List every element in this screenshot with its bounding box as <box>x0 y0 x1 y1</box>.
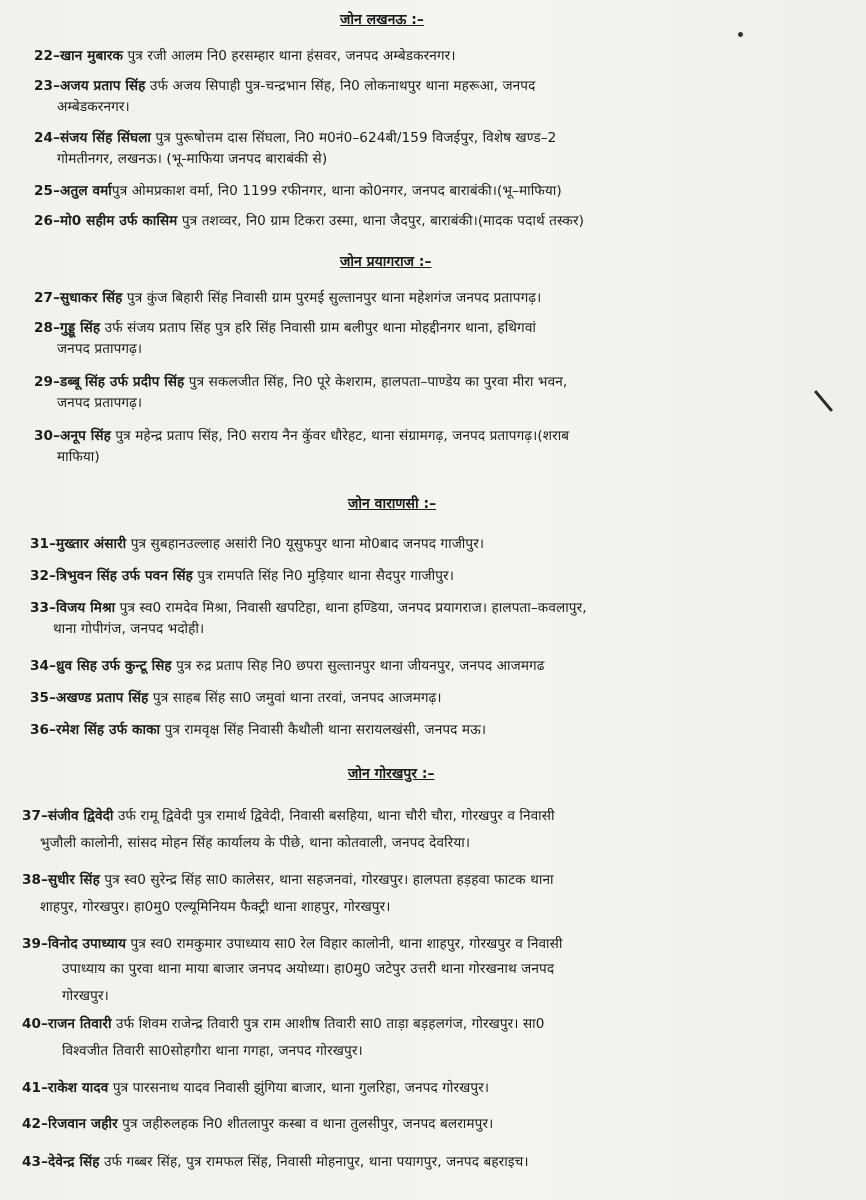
section-heading: जोन वाराणसी :– <box>348 496 437 512</box>
entry-detail: पुत्र स्व0 सुरेन्द्र सिंह सा0 कालेसर, थाना सहजनवां, गोरखपुर। हालपता हड़हवा फाटक थाना <box>104 872 554 888</box>
entry-detail: उपाध्याय का पुरवा थाना माया बाजार जनपद अयोध्या। हा0मु0 जटेपुर उत्तरी थाना गोरखनाथ जनपद <box>62 961 555 977</box>
entry-detail: पुत्र सुबहानउल्लाह असांरी नि0 यूसुफपुर थाना मो0बाद जनपद गाजीपुर। <box>130 536 485 552</box>
section-heading: जोन प्रयागराज :– <box>340 254 432 270</box>
entry-26 <box>34 211 584 232</box>
entry-34 <box>30 656 545 677</box>
section-heading: जोन लखनऊ :– <box>340 12 424 28</box>
entry-number: 25– <box>34 183 61 199</box>
entry-number: 42– <box>22 1116 49 1132</box>
entry-name: मो0 सहीम उर्फ कासिम <box>60 213 178 229</box>
entry-detail: पुत्र पारसनाथ यादव निवासी झुंगिया बाजार, थाना गुलरिहा, जनपद गोरखपुर। <box>112 1080 490 1096</box>
entry-number: 38– <box>22 872 49 888</box>
entry-number: 40– <box>22 1016 49 1032</box>
entry-name: राजन तिवारी <box>48 1016 112 1032</box>
entry-25 <box>34 181 562 202</box>
entry-detail: पुत्र ओमप्रकाश वर्मा, नि0 1199 रफीनगर, थाना को0नगर, जनपद बाराबंकी।(भू–माफिया) <box>111 183 562 199</box>
entry-detail: जनपद प्रतापगढ़। <box>57 395 143 411</box>
entry-number: 26– <box>34 213 61 229</box>
entry-name: देवेन्द्र सिंह <box>48 1154 100 1170</box>
entry-name: राकेश यादव <box>48 1080 109 1096</box>
entry-number: 37– <box>22 808 49 824</box>
entry-detail: पुत्र तशव्वर, नि0 ग्राम टिकरा उस्मा, थाना जैदपुर, बाराबंकी।(मादक पदार्थ तस्कर) <box>181 213 585 229</box>
entry-31 <box>30 534 484 555</box>
entry-detail: पुत्र कुंज बिहारी सिंह निवासी ग्राम पुरमई सुल्तानपुर थाना महेशगंज जनपद प्रतापगढ़। <box>126 290 542 306</box>
entry-24 <box>34 128 556 170</box>
entry-name: मुख्तार अंसारी <box>56 536 127 552</box>
entry-detail: पुत्र साहब सिंह सा0 जमुवां थाना तरवां, जनपद आजमगढ़। <box>152 690 442 706</box>
entry-detail: उर्फ गब्बर सिंह, पुत्र रामफल सिंह, निवासी मोहनापुर, थाना पयागपुर, जनपद बहराइच। <box>104 1154 529 1170</box>
entry-39 <box>22 934 562 1007</box>
entry-number: 33– <box>30 600 57 616</box>
entry-name: संजीव द्विवेदी <box>48 808 114 824</box>
entry-name: रमेश सिंह उर्फ काका <box>56 722 161 738</box>
entry-name: सुधीर सिंह <box>48 872 100 888</box>
entry-detail: पुत्र महेन्द्र प्रताप सिंह, नि0 सराय नैन कुॅवर धौरेहट, थाना संग्रामगढ़, जनपद प्रतापगढ़।(शराब <box>115 428 570 444</box>
entry-name: गुड्डू सिंह <box>60 320 101 336</box>
entry-38 <box>22 870 554 918</box>
entry-name: त्रिभुवन सिंह उर्फ पवन सिंह <box>56 568 193 584</box>
entry-40 <box>22 1014 545 1062</box>
entry-detail: पुत्र स्व0 रामकुमार उपाध्याय सा0 रेल विहार कालोनी, थाना शाहपुर, गोरखपुर व निवासी <box>130 936 563 952</box>
entry-23 <box>34 76 535 118</box>
entry-33 <box>30 598 587 640</box>
entry-number: 35– <box>30 690 57 706</box>
entry-name: विजय मिश्रा <box>56 600 116 616</box>
entry-number: 34– <box>30 658 57 674</box>
pen-mark <box>814 390 833 412</box>
entry-detail: पुत्र जहीरुलहक नि0 शीतलापुर कस्बा व थाना तुलसीपुर, जनपद बलरामपुर। <box>122 1116 494 1132</box>
entry-28 <box>34 318 536 360</box>
entry-name: विनोद उपाध्याय <box>48 936 127 952</box>
entry-name: सुधाकर सिंह <box>60 290 123 306</box>
entry-detail: उर्फ संजय प्रताप सिंह पुत्र हरि सिंह निवासी ग्राम बलीपुर थाना मोहद्दीनगर थाना, हथिगवां <box>104 320 536 336</box>
entry-detail: विश्वजीत तिवारी सा0सोहगौरा थाना गगहा, जनपद गोरखपुर। <box>62 1043 363 1059</box>
entry-27 <box>34 288 541 309</box>
entry-detail: उर्फ रामू द्विवेदी पुत्र रामार्थ द्विवेदी, निवासी बसहिया, थाना चौरी चौरा, गोरखपुर व निवासी <box>117 808 555 824</box>
entry-detail: पुत्र रामवृक्ष सिंह निवासी कैथौली थाना सरायलखंसी, जनपद मऊ। <box>164 722 487 738</box>
entry-41 <box>22 1078 489 1099</box>
entry-name: अनूप सिंह <box>60 428 111 444</box>
entry-number: 28– <box>34 320 61 336</box>
entry-name: अखण्ड प्रताप सिंह <box>56 690 149 706</box>
entry-detail: पुत्र पुरूषोत्तम दास सिंघला, नि0 म0नं0–624बी/159 विजईपुर, विशेष खण्ड–2 <box>155 130 557 146</box>
entry-36 <box>30 720 486 741</box>
entry-number: 31– <box>30 536 57 552</box>
entry-number: 39– <box>22 936 49 952</box>
entry-name: अजय प्रताप सिंह <box>60 78 146 94</box>
entry-detail: गोरखपुर। <box>62 988 109 1004</box>
entry-name: रिजवान जहीर <box>48 1116 118 1132</box>
entry-detail: शाहपुर, गोरखपुर। हा0मु0 एल्यूमिनियम फैक्ट्री थाना शाहपुर, गोरखपुर। <box>40 899 391 915</box>
entry-35 <box>30 688 442 709</box>
ink-dot <box>738 32 743 37</box>
entry-name: डब्बू सिंह उर्फ प्रदीप सिंह <box>60 374 185 390</box>
entry-name: संजय सिंह सिंघला <box>60 130 152 146</box>
entry-detail: पुत्र स्व0 रामदेव मिश्रा, निवासी खपटिहा, थाना हण्डिया, जनपद प्रयागराज। हालपता–कवलापुर, <box>119 600 587 616</box>
entry-detail: उर्फ अजय सिपाही पुत्र-चन्द्रभान सिंह, नि0 लोकनाथपुर थाना महरूआ, जनपद <box>149 78 536 94</box>
entry-detail: जनपद प्रतापगढ़। <box>57 341 143 357</box>
entry-number: 36– <box>30 722 57 738</box>
entry-name: अतुल वर्मा <box>60 183 112 199</box>
entry-30 <box>34 426 569 468</box>
entry-detail: पुत्र रामपति सिंह नि0 मुड़ियार थाना सैदपुर गाजीपुर। <box>197 568 454 584</box>
entry-number: 29– <box>34 374 61 390</box>
entry-detail: गोमतीनगर, लखनऊ। (भू-माफिया जनपद बाराबंकी से) <box>57 151 328 167</box>
entry-number: 24– <box>34 130 61 146</box>
entry-32 <box>30 566 454 587</box>
entry-detail: पुत्र सकलजीत सिंह, नि0 पूरे केशराम, हालपता–पाण्डेय का पुरवा मीरा भवन, <box>188 374 568 390</box>
entry-37 <box>22 806 555 854</box>
entry-detail: भुजौली कालोनी, सांसद मोहन सिंह कार्यालय के पीछे, थाना कोतवाली, जनपद देवरिया। <box>40 835 471 851</box>
entry-name: ध्रुव सिह उर्फ कुन्टू सिह <box>56 658 172 674</box>
entry-detail: उर्फ शिवम राजेन्द्र तिवारी पुत्र राम आशीष तिवारी सा0 ताड़ा बड़हलगंज, गोरखपुर। सा0 <box>116 1016 545 1032</box>
entry-number: 41– <box>22 1080 49 1096</box>
entry-number: 30– <box>34 428 61 444</box>
entry-number: 32– <box>30 568 57 584</box>
entry-detail: माफिया) <box>57 449 100 465</box>
entry-number: 27– <box>34 290 61 306</box>
entry-42 <box>22 1114 493 1135</box>
entry-number: 22– <box>34 48 61 64</box>
entry-detail: अम्बेडकरनगर। <box>57 99 130 115</box>
entry-name: खान मुबारक <box>60 48 124 64</box>
entry-detail: पुत्र रुद्र प्रताप सिह नि0 छपरा सुल्तानपुर थाना जीयनपुर, जनपद आजमगढ <box>176 658 545 674</box>
entry-detail: थाना गोपीगंज, जनपद भदोही। <box>53 621 205 637</box>
section-heading: जोन गोरखपुर :– <box>348 766 435 782</box>
entry-43 <box>22 1152 529 1173</box>
entry-number: 43– <box>22 1154 49 1170</box>
entry-22 <box>34 46 456 67</box>
entry-detail: पुत्र रजी आलम नि0 हरसम्हार थाना हंसवर, जनपद अम्बेडकरनगर। <box>127 48 456 64</box>
entry-number: 23– <box>34 78 61 94</box>
entry-29 <box>34 372 567 414</box>
